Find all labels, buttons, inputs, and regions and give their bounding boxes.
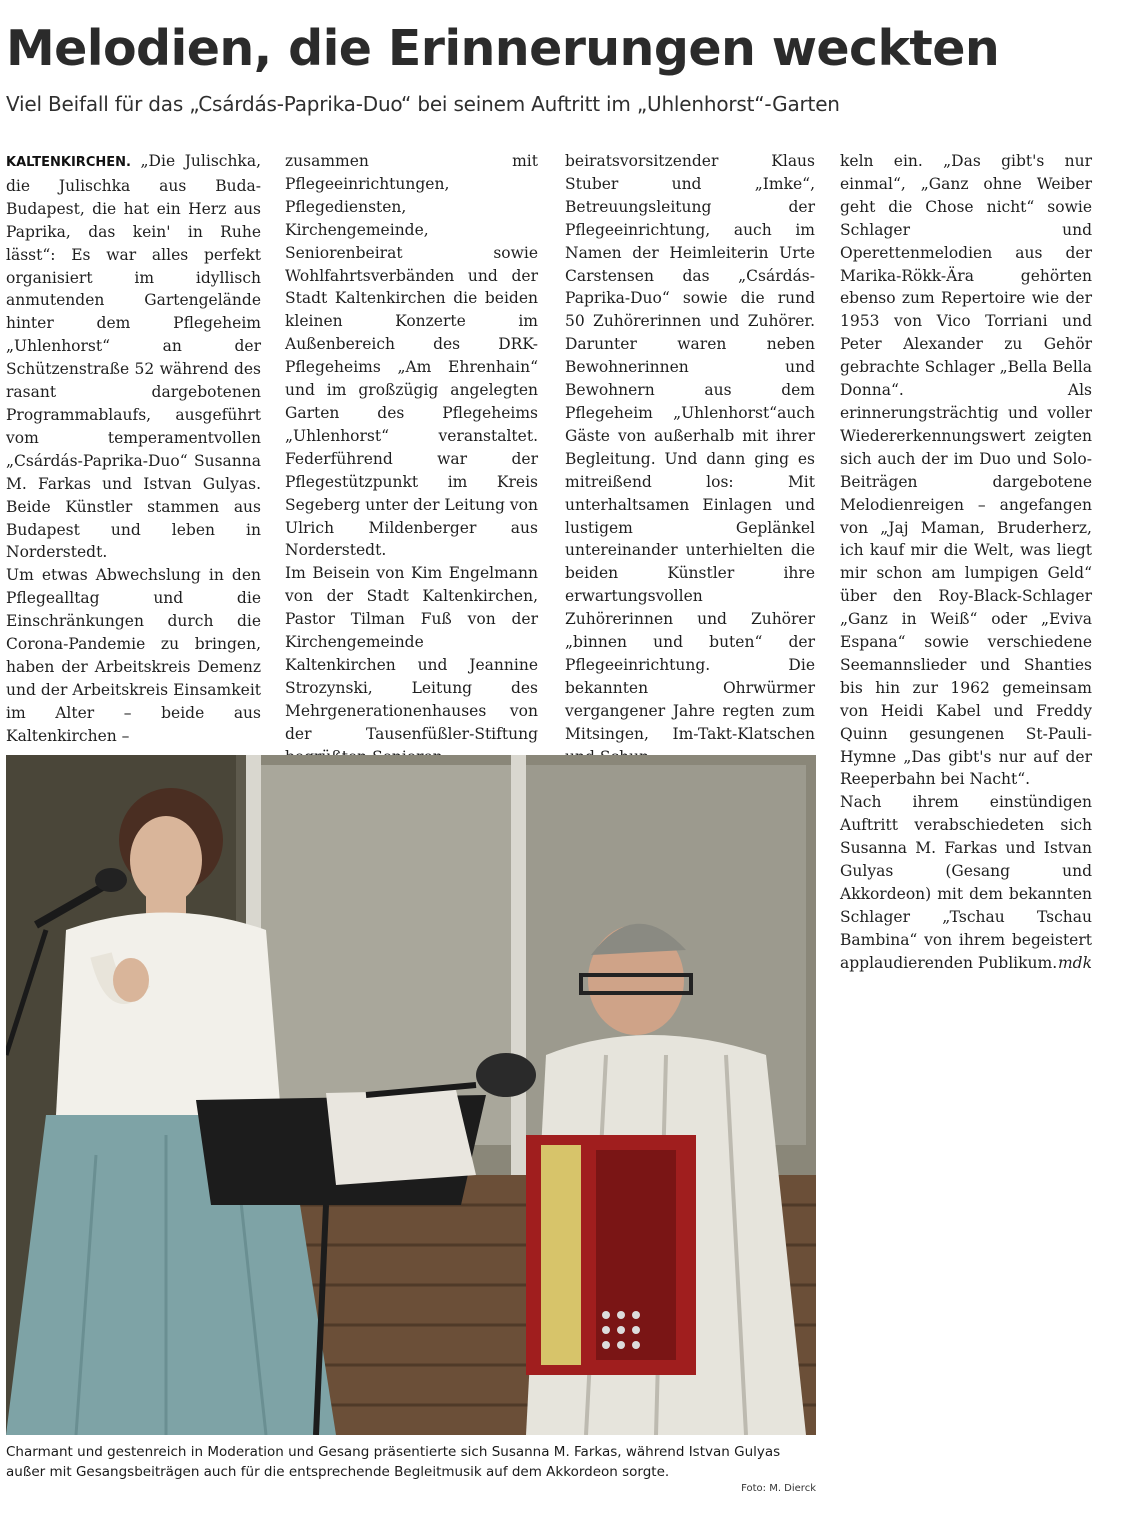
- column-1-paragraph-2: Um etwas Abwechslung in den Pflegealltag und die Einschränkungen durch die Corona-Pandemie zu bringen, haben der Arbeitskreis Demenz und der Arbeitskreis Einsamkeit im Alter – beide aus Kaltenkirchen –: [6, 566, 261, 745]
- author-initials: mdk: [1057, 953, 1092, 972]
- column-2-paragraph-1: zusammen mit Pflegeeinrichtungen, Pflegediensten, Kirchengemeinde, Seniorenbeirat sowie Wohlfahrtsverbänden und der Stadt Kaltenkirchen die beiden kleinen Konzerte im Außenbereich des DRK-Pflegeheims „Am Ehrenhain“ und im großzügig angelegten Garten des Pflegeheims „Uhlenhorst“ veranstaltet. Federführend war der Pflegestützpunkt im Kreis Segeberg unter der Leitung von Ulrich Mildenberger aus Norderstedt.: [285, 152, 538, 560]
- article-column-2: [285, 150, 538, 768]
- article-column-4: [840, 150, 1092, 975]
- photo-illustration: [6, 755, 816, 1435]
- headline: Melodien, die Erinnerungen weckten: [6, 20, 1000, 77]
- dateline: KALTENKIRCHEN.: [6, 155, 131, 170]
- photo-credit: Foto: M. Dierck: [741, 1483, 816, 1494]
- column-4-paragraph-2-text: Nach ihrem einstündigen Auftritt verabschiedeten sich Susanna M. Farkas und Istvan Gulyas (Gesang und Akkordeon) mit dem bekannten Schlager „Tschau Tschau Bambina“ von ihrem begeistert applaudierenden Publikum.: [840, 793, 1092, 972]
- window-frame: [511, 755, 526, 1175]
- accordion: [526, 1135, 696, 1375]
- column-1-paragraph-1: [6, 150, 261, 564]
- article-column-1: [6, 150, 261, 748]
- article-column-3: [565, 150, 815, 768]
- column-4-paragraph-2: [840, 791, 1092, 974]
- column-1-paragraph-1-text: „Die Julischka, die Julischka aus Buda-Budapest, die hat ein Herz aus Paprika, das kein' in Ruhe lässt“: Es war alles perfekt organisiert im idyllisch anmutenden Gartengelände hinter dem Pflegeheim „Uhlenhorst“ an der Schützenstraße 52 während des rasant dargebotenen Programmablaufs, ausgeführt vom temperamentvollen „Csárdás-Paprika-Duo“ Susanna M. Farkas und Istvan Gulyas. Beide Künstler stammen aus Budapest und leben in Norderstedt.: [6, 152, 261, 562]
- column-2-paragraph-2: Im Beisein von Kim Engelmann von der Stadt Kaltenkirchen, Pastor Tilman Fuß von der Kirchengemeinde Kaltenkirchen und Jeannine Strozynski, Leitung des Mehrgenerationenhauses von der Tausenfüßler-Stiftung: [285, 564, 538, 743]
- column-3-paragraph-1: beiratsvorsitzender Klaus Stuber und „Imke“, Betreuungsleitung der Pflegeeinrichtung, auch im Namen der Heimleiterin Urte Carstensen das „Csárdás-Paprika-Duo“ sowie die rund 50 Zuhörerinnen und Zuhörer. Darunter waren neben Bewohnerinnen und Bewohnern aus dem Pflegeheim „Uhlenhorst“auch Gäste von außerhalb mit ihrer Begleitung. Und dann ging es mitreißend los: Mit unterhaltsamen Einlagen und lustigem Geplänkel untereinander unterhielten die beiden Künstler ihre erwartungsvollen Zuhörerinnen und Zuhörer „binnen und buten“ der Pflegeeinrichtung. Die bekannten Ohrwürmer vergangener Jahre regten zum Mitsingen, Im-Takt-Klatschen: [565, 152, 815, 743]
- column-4-paragraph-1: keln ein. „Das gibt's nur einmal“, „Ganz ohne Weiber geht die Chose nicht“ sowie Schlager und Operettenmelodien aus der Marika-Rökk-Ära gehörten ebenso zum Repertoire wie der 1953 von Vico Torriani und Peter Alexander zu Gehör gebrachte Schlager „Bella Bella Donna“. Als erinnerungsträchtig und voller Wiedererkennungswert zeigten sich auch der im Duo und Solo-Beiträgen dargebotene Melodienreigen – angefangen von „Jaj Maman, Bruderherz, ich kauf mir die Welt, was liegt mir schon am lumpigen Geld“ über den Roy-Black-Schlager „Ganz in Weiß“ oder „Eviva Espana“ sowie verschiedene Seemannslieder und Shanties bis hin zur 1962 gemeinsam von Heidi Kabel und Freddy Quinn gesungenen St-Pauli-Hymne „Das gibt's nur auf der Reeperbahn bei Nacht“.: [840, 152, 1092, 789]
- article-photo: [6, 755, 816, 1435]
- photo-caption: Charmant und gestenreich in Moderation und Gesang präsentierte sich Susanna M. Farkas, während Istvan Gulyas außer mit Gesangsbeiträgen auch für die entsprechende Begleitmusik auf dem Akkordeon sorgte.: [6, 1444, 781, 1480]
- subheadline: Viel Beifall für das „Csárdás-Paprika-Duo“ bei seinem Auftritt im „Uhlenhorst“-Garten: [6, 92, 840, 116]
